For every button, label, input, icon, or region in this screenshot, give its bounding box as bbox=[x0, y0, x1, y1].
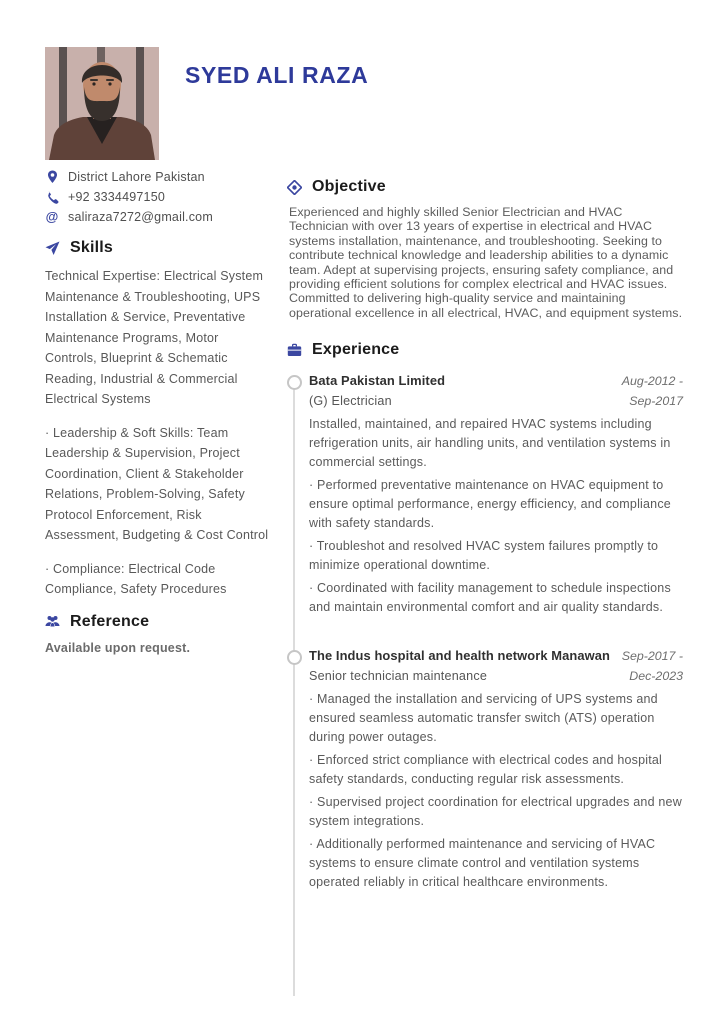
company-name: Bata Pakistan Limited bbox=[309, 373, 446, 389]
entry-role-row bbox=[309, 394, 683, 408]
experience-section-heading bbox=[287, 341, 683, 359]
entry-bullet: · Supervised project coordination for electrical upgrades and new system integrations. bbox=[309, 795, 682, 829]
company-name: The Indus hospital and health network Manawan bbox=[309, 648, 611, 664]
entry-bullet: · Coordinated with facility management to schedule inspections and maintain environmental comfort and air quality standards. bbox=[309, 581, 671, 615]
entry-role-row bbox=[309, 669, 683, 683]
entry-bullet: · Additionally performed maintenance and servicing of HVAC systems to ensure climate control and ventilation systems operated reliably in critical healthcare environments. bbox=[309, 837, 656, 890]
role-title: Senior technician maintenance bbox=[309, 669, 488, 684]
experience-entries bbox=[287, 373, 683, 996]
entry-bullet: · Enforced strict compliance with electrical codes and hospital safety standards, conducting regular risk assessments. bbox=[309, 753, 663, 787]
profile-photo bbox=[45, 47, 159, 160]
skills-title: Skills bbox=[70, 239, 114, 256]
reference-text: Available upon request. bbox=[45, 640, 191, 655]
entry-bullet: Installed, maintained, and repaired HVAC systems including refrigeration units, air handling units, and ventilation systems in commercial settings. bbox=[309, 417, 671, 470]
phone-icon bbox=[45, 190, 59, 204]
role-title: (G) Electrician bbox=[309, 394, 392, 409]
reference-section-heading bbox=[45, 613, 271, 631]
entry-date-start: Sep-2017 - bbox=[621, 649, 683, 664]
left-column bbox=[45, 239, 271, 655]
entry-date-start: Aug-2012 - bbox=[621, 374, 683, 389]
entry-bullet: · Performed preventative maintenance on HVAC equipment to ensure optimal performance, energy efficiency, and compliance with safety standards. bbox=[309, 478, 671, 531]
skills-paragraph: Technical Expertise: Electrical System Maintenance & Troubleshooting, UPS Installation & Service, Preventative Maintenance Programs, Motor Controls, Blueprint & Schematic Reading, Industrial & Commercial Electrical Systems bbox=[45, 269, 264, 406]
entry-bullet: · Managed the installation and servicing of UPS systems and ensured seamless automatic transfer switch (ATS) operation during power outages. bbox=[309, 692, 658, 745]
entry-date-end: Sep-2017 bbox=[629, 394, 683, 409]
phone-text: +92 3334497150 bbox=[68, 190, 165, 204]
skills-body bbox=[45, 266, 271, 600]
entry-header-row bbox=[309, 373, 683, 388]
objective-text: Experienced and highly skilled Senior Electrician and HVAC Technician with over 13 years of expertise in electrical and HVAC systems installation, maintenance, and troubleshooting. Seeking to contribute technical knowledge and leadership abilities to a dynamic team. Adept at supervising projects, ensuring safety compliance, and providing efficient solutions for complex electrical and HVAC issues. Committed to delivering high-quality service and maintaining operational excellence in all electrical, HVAC, and equipment systems. bbox=[289, 205, 683, 320]
skills-paragraph: · Compliance: Electrical Code Compliance, Safety Procedures bbox=[45, 561, 227, 596]
contact-phone bbox=[45, 187, 285, 207]
timeline-dot bbox=[287, 650, 302, 665]
objective-title: Objective bbox=[312, 178, 386, 195]
briefcase-icon bbox=[287, 343, 302, 358]
contact-block bbox=[45, 167, 285, 227]
compass-icon bbox=[287, 180, 302, 195]
contact-email bbox=[45, 207, 285, 227]
timeline-dot bbox=[287, 375, 302, 390]
experience-entry bbox=[309, 373, 683, 617]
portrait-illustration bbox=[45, 47, 159, 160]
experience-title: Experience bbox=[312, 341, 400, 359]
entry-bullets bbox=[309, 415, 683, 617]
candidate-name: SYED ALI RAZA bbox=[185, 62, 369, 88]
paper-plane-icon bbox=[45, 241, 60, 256]
users-icon bbox=[45, 614, 60, 629]
entry-header-row bbox=[309, 648, 683, 663]
skills-section-heading bbox=[45, 239, 271, 257]
entry-date-end: Dec-2023 bbox=[629, 669, 683, 684]
location-text: District Lahore Pakistan bbox=[68, 170, 205, 184]
contact-location bbox=[45, 167, 285, 187]
reference-title: Reference bbox=[70, 612, 150, 630]
right-column bbox=[287, 178, 683, 996]
entry-bullet: · Troubleshot and resolved HVAC system failures promptly to minimize operational downtime. bbox=[309, 539, 659, 573]
objective-section-heading bbox=[287, 178, 683, 196]
location-pin-icon bbox=[45, 170, 59, 184]
experience-entry bbox=[309, 648, 683, 892]
email-text: saliraza7272@gmail.com bbox=[68, 210, 213, 224]
skills-paragraph: · Leadership & Soft Skills: Team Leadership & Supervision, Project Coordination, Client & Stakeholder Relations, Problem-Solving, Safety Protocol Enforcement, Risk Assessment, Budgeting & Cost Control bbox=[45, 425, 269, 542]
entry-bullets bbox=[309, 690, 683, 892]
timeline-line bbox=[293, 385, 295, 996]
at-sign-icon: @ bbox=[45, 209, 59, 224]
